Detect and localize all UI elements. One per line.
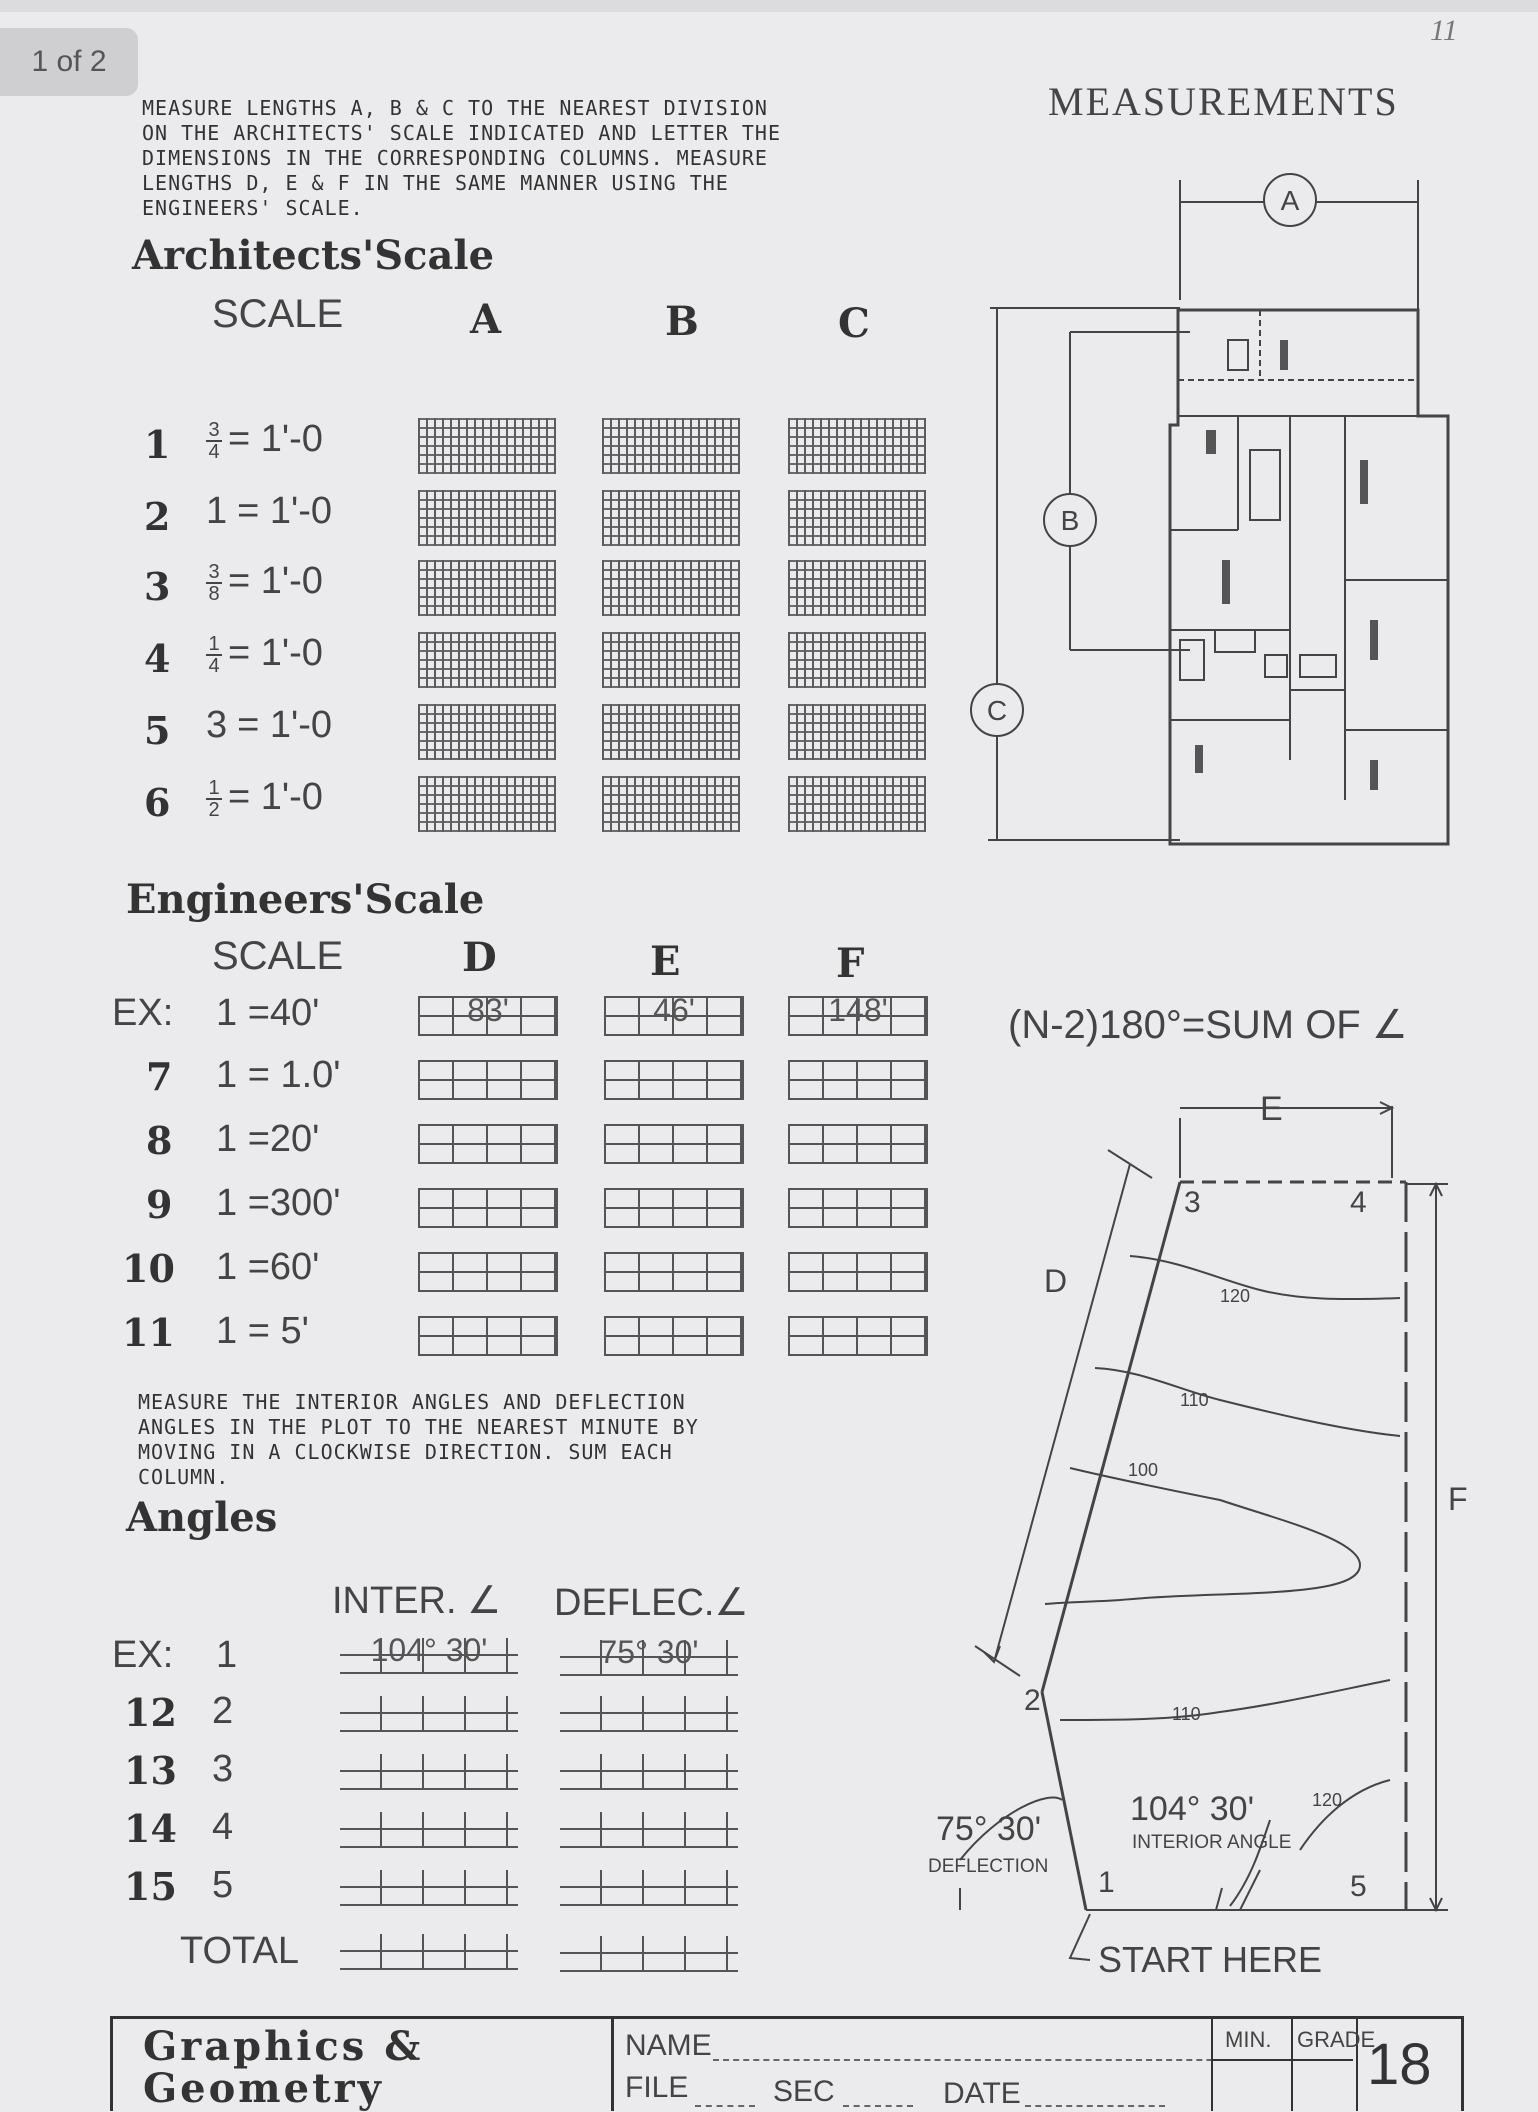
engineers-scale-title: Engineers'Scale bbox=[126, 876, 485, 923]
deflec-angle-field[interactable] bbox=[560, 1754, 738, 1790]
eng-answer-d[interactable] bbox=[418, 1124, 558, 1164]
polygon-formula: (N-2)180°=SUM OF ∠ bbox=[1008, 1003, 1408, 1047]
boundary-1-2 bbox=[1042, 1692, 1086, 1910]
deflection-label: DEFLECTION bbox=[928, 1856, 1049, 1877]
angle-example-point: 1 bbox=[216, 1634, 238, 1676]
interior-angle-label: INTERIOR ANGLE bbox=[1132, 1832, 1292, 1853]
point-2: 2 bbox=[1024, 1684, 1041, 1717]
eng-answer-f[interactable] bbox=[788, 1316, 928, 1356]
eng-row-number: 7 bbox=[146, 1054, 173, 1099]
eng-answer-f[interactable] bbox=[788, 1188, 928, 1228]
fraction-numerator: 1 bbox=[208, 632, 220, 655]
label-a: A bbox=[1280, 185, 1300, 216]
point-3: 3 bbox=[1184, 1186, 1201, 1219]
eng-example-d[interactable]: 83' bbox=[418, 996, 558, 1036]
label-e: E bbox=[1260, 1090, 1283, 1128]
angle-row-number: 15 bbox=[124, 1864, 177, 1909]
arch-answer-a[interactable] bbox=[418, 418, 556, 474]
label-b: B bbox=[1060, 505, 1080, 536]
scale-equals: = 1'-0 bbox=[228, 776, 323, 818]
angle-example-inter[interactable]: 104° 30' bbox=[340, 1638, 518, 1674]
eng-answer-e[interactable] bbox=[604, 1124, 744, 1164]
total-label: TOTAL bbox=[180, 1930, 299, 1972]
arch-row-scale bbox=[206, 776, 323, 820]
arch-row-scale bbox=[206, 632, 323, 676]
col-header-b: B bbox=[665, 298, 699, 345]
architects-scale-header: SCALE bbox=[212, 292, 344, 336]
deflec-angle-header: DEFLEC.∠ bbox=[554, 1582, 749, 1624]
arch-answer-c[interactable] bbox=[788, 560, 926, 616]
label-d: D bbox=[1044, 1263, 1068, 1299]
name-field[interactable] bbox=[713, 2057, 1293, 2061]
point-4: 4 bbox=[1350, 1186, 1367, 1219]
eng-example-e[interactable]: 46' bbox=[604, 996, 744, 1036]
eng-row-number: 10 bbox=[122, 1246, 175, 1291]
eng-example-f[interactable]: 148' bbox=[788, 996, 928, 1036]
col-header-a: A bbox=[470, 296, 502, 343]
point-1: 1 bbox=[1098, 1866, 1115, 1899]
eng-row-scale: 1 =20' bbox=[216, 1118, 320, 1160]
eng-answer-d[interactable] bbox=[418, 1188, 558, 1228]
date-label: DATE bbox=[943, 2077, 1021, 2110]
eng-row-number: 8 bbox=[146, 1118, 173, 1163]
angle-row-point: 2 bbox=[212, 1690, 234, 1732]
scale-equals: = 1'-0 bbox=[237, 704, 333, 746]
eng-example-label: EX: bbox=[112, 992, 174, 1034]
page-indicator: 1 of 2 bbox=[0, 28, 138, 96]
arch-answer-b[interactable] bbox=[602, 418, 740, 474]
eng-answer-d[interactable] bbox=[418, 1060, 558, 1100]
file-field[interactable] bbox=[695, 2103, 755, 2107]
scale-whole: 3 bbox=[206, 704, 228, 746]
title-block-divider bbox=[611, 2019, 614, 2111]
angle-row-number: 12 bbox=[124, 1690, 177, 1735]
scale-equals: = 1'-0 bbox=[228, 560, 323, 602]
angle-row-number: 13 bbox=[124, 1748, 177, 1793]
angle-instructions: MEASURE THE INTERIOR ANGLES AND DEFLECTION ANGLES IN THE PLOT TO THE NEAREST MINUTE BY MOVING IN A CLOCKWISE DIRECTION. SUM EACH COLUMN. bbox=[138, 1390, 699, 1489]
measurements-title: MEASUREMENTS bbox=[1048, 79, 1399, 124]
eng-answer-d[interactable] bbox=[418, 1252, 558, 1292]
arch-answer-c[interactable] bbox=[788, 490, 926, 546]
scale-fraction bbox=[206, 562, 222, 604]
fraction-denominator: 2 bbox=[208, 798, 220, 821]
fraction-denominator: 8 bbox=[208, 582, 220, 605]
brand-line-1: Graphics & bbox=[143, 2023, 424, 2070]
arch-answer-a[interactable] bbox=[418, 632, 556, 688]
eng-answer-e[interactable] bbox=[604, 1060, 744, 1100]
architects-scale-title: Architects'Scale bbox=[132, 232, 495, 279]
deflec-angle-field[interactable] bbox=[560, 1812, 738, 1848]
brand-line-2: Geometry bbox=[143, 2065, 384, 2112]
angle-row-point: 4 bbox=[212, 1806, 234, 1848]
angle-example-label: EX: bbox=[112, 1634, 174, 1676]
arch-row-scale bbox=[206, 704, 332, 747]
eng-row-scale: 1 = 1.0' bbox=[216, 1054, 341, 1096]
scale-equals: = 1'-0 bbox=[228, 632, 323, 674]
arch-row-scale bbox=[206, 418, 323, 462]
eng-row-scale: 1 =60' bbox=[216, 1246, 320, 1288]
eng-answer-f[interactable] bbox=[788, 1252, 928, 1292]
name-label: NAME bbox=[625, 2029, 712, 2062]
sec-label: SEC bbox=[773, 2075, 835, 2108]
min-label: MIN. bbox=[1225, 2027, 1272, 2052]
arch-row-scale bbox=[206, 560, 323, 604]
date-field[interactable] bbox=[1025, 2103, 1165, 2107]
sec-field[interactable] bbox=[843, 2103, 913, 2107]
fraction-denominator: 4 bbox=[208, 654, 220, 677]
arch-answer-b[interactable] bbox=[602, 560, 740, 616]
total-inter-field[interactable] bbox=[340, 1934, 518, 1970]
col-header-d: D bbox=[462, 934, 497, 981]
arch-row-number: 4 bbox=[144, 636, 171, 681]
corner-mark: 11 bbox=[1430, 14, 1458, 47]
arch-answer-b[interactable] bbox=[602, 776, 740, 832]
boundary-2-3 bbox=[1042, 1182, 1180, 1692]
inter-angle-field[interactable] bbox=[340, 1870, 518, 1906]
arch-answer-c[interactable] bbox=[788, 776, 926, 832]
eng-answer-e[interactable] bbox=[604, 1316, 744, 1356]
arch-answer-a[interactable] bbox=[418, 560, 556, 616]
contour-label-4: 110 bbox=[1172, 1704, 1201, 1724]
eng-row-scale: 1 =300' bbox=[216, 1182, 341, 1224]
eng-example-scale: 1 =40' bbox=[216, 992, 320, 1034]
min-field[interactable] bbox=[1225, 2069, 1279, 2097]
start-here-label: START HERE bbox=[1098, 1939, 1323, 1980]
col-header-e: E bbox=[650, 938, 681, 985]
inter-angle-field[interactable] bbox=[340, 1812, 518, 1848]
inter-angle-header: INTER. ∠ bbox=[332, 1580, 502, 1622]
building-outline bbox=[1170, 310, 1448, 844]
arch-row-scale bbox=[206, 490, 332, 533]
arch-answer-b[interactable] bbox=[602, 704, 740, 760]
scale-equals: = 1'-0 bbox=[237, 490, 333, 532]
length-instructions: MEASURE LENGTHS A, B & C TO THE NEAREST DIVISION ON THE ARCHITECTS' SCALE INDICATED AND LETTER THE DIMENSIONS IN THE CORRESPONDING COLUMNS. MEASURE LENGTHS D, E & F IN THE SAME MANNER USING THE ENGINEERS' SCALE. bbox=[142, 96, 782, 220]
eng-answer-e[interactable] bbox=[604, 1252, 744, 1292]
grade-label: GRADE bbox=[1297, 2027, 1376, 2052]
fraction-numerator: 3 bbox=[208, 418, 220, 441]
label-f: F bbox=[1448, 1481, 1468, 1517]
sheet-number: 18 bbox=[1367, 2032, 1432, 2097]
label-c: C bbox=[986, 695, 1008, 726]
arch-answer-a[interactable] bbox=[418, 490, 556, 546]
deflection-value: 75° 30' bbox=[936, 1810, 1042, 1848]
engineers-scale-header: SCALE bbox=[212, 934, 344, 978]
eng-row-number: 11 bbox=[122, 1310, 175, 1355]
eng-row-number: 9 bbox=[146, 1182, 173, 1227]
interior-angle-value: 104° 30' bbox=[1130, 1790, 1255, 1828]
eng-row-scale: 1 = 5' bbox=[216, 1310, 309, 1352]
arch-answer-c[interactable] bbox=[788, 632, 926, 688]
scale-fraction bbox=[206, 420, 222, 462]
scale-equals: = 1'-0 bbox=[228, 418, 323, 460]
eng-answer-f[interactable] bbox=[788, 1060, 928, 1100]
arch-answer-a[interactable] bbox=[418, 776, 556, 832]
fraction-denominator: 4 bbox=[208, 440, 220, 463]
arch-answer-c[interactable] bbox=[788, 704, 926, 760]
col-header-f: F bbox=[836, 940, 865, 987]
deflec-angle-field[interactable] bbox=[560, 1870, 738, 1906]
scale-fraction bbox=[206, 778, 222, 820]
fraction-numerator: 1 bbox=[208, 776, 220, 799]
title-block bbox=[110, 2016, 1464, 2111]
arch-row-number: 3 bbox=[144, 564, 171, 609]
angle-row-number: 14 bbox=[124, 1806, 177, 1851]
eng-answer-e[interactable] bbox=[604, 1188, 744, 1228]
arch-row-number: 5 bbox=[144, 708, 171, 753]
arch-answer-a[interactable] bbox=[418, 704, 556, 760]
eng-answer-d[interactable] bbox=[418, 1316, 558, 1356]
fraction-numerator: 3 bbox=[208, 560, 220, 583]
angle-row-point: 3 bbox=[212, 1748, 234, 1790]
contour-label-5: 120 bbox=[1312, 1790, 1343, 1810]
grade-field[interactable] bbox=[1299, 2069, 1349, 2097]
arch-row-number: 6 bbox=[144, 780, 171, 825]
angle-example-deflec[interactable]: 75° 30' bbox=[560, 1640, 738, 1676]
angle-row-point: 5 bbox=[212, 1864, 234, 1906]
contour-label-2: 110 bbox=[1180, 1390, 1209, 1410]
inter-angle-field[interactable] bbox=[340, 1696, 518, 1732]
plot-drawing bbox=[920, 1080, 1480, 2000]
deflec-angle-field[interactable] bbox=[560, 1696, 738, 1732]
eng-answer-f[interactable] bbox=[788, 1124, 928, 1164]
inter-angle-field[interactable] bbox=[340, 1754, 518, 1790]
total-deflec-field[interactable] bbox=[560, 1936, 738, 1972]
col-header-c: C bbox=[838, 300, 870, 347]
arch-answer-b[interactable] bbox=[602, 490, 740, 546]
point-5: 5 bbox=[1350, 1870, 1367, 1903]
arch-answer-c[interactable] bbox=[788, 418, 926, 474]
arch-answer-b[interactable] bbox=[602, 632, 740, 688]
arch-row-number: 1 bbox=[144, 422, 171, 467]
contour-label-1: 120 bbox=[1220, 1286, 1251, 1306]
viewer-top-edge bbox=[0, 0, 1538, 12]
scale-fraction bbox=[206, 634, 222, 676]
file-label: FILE bbox=[625, 2071, 689, 2104]
floor-plan-drawing bbox=[960, 160, 1460, 860]
scale-whole: 1 bbox=[206, 490, 228, 532]
arch-row-number: 2 bbox=[144, 494, 171, 539]
angles-title: Angles bbox=[126, 1494, 278, 1541]
contour-label-3: 100 bbox=[1128, 1460, 1159, 1480]
